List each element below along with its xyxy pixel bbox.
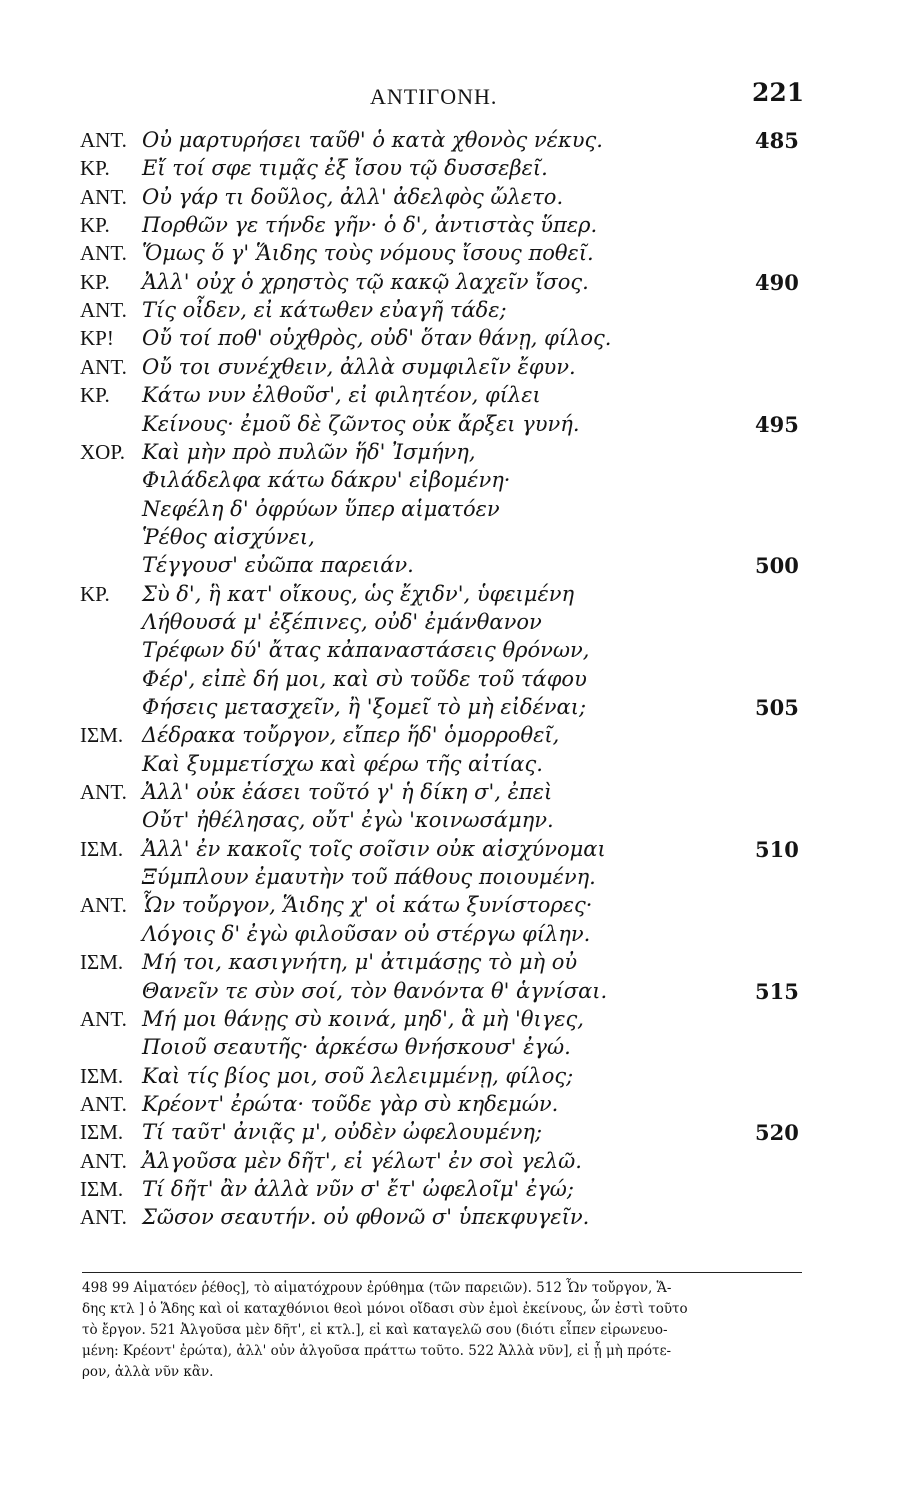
verse-text-line: Οὐ μαρτυρήσει ταῦθ' ὁ κατὰ χθονὸς νέκυς. [142,128,603,152]
speaker-label: ΚΡ. [80,269,110,294]
verse-text-line: Λόγοις δ' ἐγὼ φιλοῦσαν οὐ στέργω φίλην. [142,921,591,946]
verse-text-line: Ὧν τοὔργον, Ἅιδης χ' οἱ κάτω ξυνίστορες· [142,893,593,918]
verse-line [0,1205,901,1238]
verse-text-line: Καὶ μὴν πρὸ πυλῶν ἥδ' Ἰσμήνη, [142,439,476,464]
speaker-label: ΧΟΡ. [80,439,125,464]
speaker-label: ΑΝΤ. [80,1091,127,1116]
verse-text-line: Κρέοντ' ἐρώτα· τοῦδε γὰρ σὺ κηδεμών. [142,1091,559,1116]
verse-text-line: Ἀλλ' οὐχ ὁ χρηστὸς τῷ κακῷ λαχεῖν ἴσος. [142,269,589,294]
verse-text-line: Οὐ γάρ τι δοῦλος, ἀλλ' ἀδελφὸς ὤλετο. [142,184,564,209]
verse-text-line: Πορθῶν γε τήνδε γῆν· ὁ δ', ἀντιστὰς ὕπερ. [142,213,598,238]
footnotes [82,1278,808,1383]
footnote-line: μένη: Κρέοντ' ἐρώτα), ἀλλ' οὐν ἀλγοῦσα πράττω τοῦτο. 522 Ἀλλὰ νῦν], εἰ ᾗ μὴ πρότε- [82,1343,672,1359]
speaker-label: ΑΝΤ. [80,354,127,379]
line-number: 490 [755,269,799,295]
speaker-label: ΙΣΜ. [80,836,124,861]
speaker-label: ΙΣΜ. [80,1176,124,1201]
verse-text-line: Ἀλγοῦσα μὲν δῆτ', εἰ γέλωτ' ἐν σοὶ γελῶ. [142,1148,582,1173]
line-number: 515 [755,978,799,1004]
speaker-label: ΙΣΜ. [80,950,124,975]
verse-text-line: Μή τοι, κασιγνήτη, μ' ἀτιμάσῃς τὸ μὴ οὐ [142,950,578,975]
verse-text-line: Τρέφων δύ' ἄτας κἀπαναστάσεις θρόνων, [142,638,590,663]
footnote-divider [82,1272,802,1273]
speaker-label: ΑΝΤ. [80,241,127,266]
verse-text-line: Ἀλλ' οὐκ ἐάσει τοῦτό γ' ἡ δίκη σ', ἐπεὶ [142,780,553,805]
speaker-label: ΑΝΤ. [80,298,127,323]
verse-text-line: Φιλάδελφα κάτω δάκρυ' εἰβομένη· [142,468,511,493]
verse-text-line: Τέγγουσ' εὐῶπα παρειάν. [142,553,414,578]
verse-text-line: Κείνους· ἐμοῦ δὲ ζῶντος οὐκ ἄρξει γυνή. [142,411,580,436]
verse-text-line: Ῥέθος αἰσχύνει, [142,524,315,549]
verse-text-line: Ἀλλ' ἐν κακοῖς τοῖς σοῖσιν οὐκ αἰσχύνομαι [142,836,606,861]
verse-text-line: Ξύμπλουν ἐμαυτὴν τοῦ πάθους ποιουμένη. [142,865,596,890]
running-header-title: ΑΝΤΙΓΟΝΗ. [370,84,498,109]
footnote-line: 498 99 Αἱματόεν ῥέθος], τὸ αἱματόχρουν ἐρύθημα (τῶν παρειῶν). 512 Ὧν τοὔργον, Ἅ- [82,1280,672,1296]
verse-text-line: Σῶσον σεαυτήν. οὐ φθονῶ σ' ὑπεκφυγεῖν. [142,1205,590,1230]
speaker-label: ΚΡ. [80,213,110,238]
speaker-label: ΚΡ. [80,383,110,408]
speaker-label: ΙΣΜ. [80,1120,124,1145]
verse-text-line: Εἴ τοί σφε τιμᾷς ἐξ ἴσου τῷ δυσσεβεῖ. [142,156,548,181]
line-number: 510 [755,836,799,862]
speaker-label: ΑΝΤ. [80,893,127,918]
line-number: 505 [755,695,799,720]
footnote-line: τὸ ἔργον. 521 Ἀλγοῦσα μὲν δῆτ', εἰ κτλ.], εἰ καὶ καταγελῶ σου (διότι εἶπεν εἰρωνευο- [82,1322,668,1338]
footnote-line: ρον, ἀλλὰ νῦν κἂν. [82,1364,214,1380]
verse-text-line: Δέδρακα τοὔργον, εἴπερ ἥδ' ὁμορροθεῖ, [142,723,560,748]
speaker-label: ΑΝΤ. [80,1205,127,1230]
speaker-label: ΑΝΤ. [80,780,127,805]
speaker-label: ΙΣΜ. [80,1063,124,1088]
speaker-label: ΚΡ! [80,326,114,351]
verse-text-line: Σὺ δ', ἣ κατ' οἴκους, ὡς ἔχιδν', ὑφειμένη [142,581,575,606]
line-number: 495 [755,411,799,437]
verse-text-line: Καὶ ξυμμετίσχω καὶ φέρω τῆς αἰτίας. [142,751,543,776]
verse-text-line: Καὶ τίς βίος μοι, σοῦ λελειμμένῃ, φίλος; [142,1063,574,1088]
verse-text-line: Ὅμως ὅ γ' Ἅιδης τοὺς νόμους ἴσους ποθεῖ. [142,241,594,266]
speaker-label: ΑΝΤ. [80,1006,127,1031]
verse-text-line: Λήθουσά μ' ἐξέπινες, οὐδ' ἐμάνθανον [142,609,542,634]
footnote-line: δης κτλ ] ὁ Ἅδης καὶ οἱ καταχθόνιοι θεοὶ μόνοι οἴδασι σὺν ἐμοὶ ἐκείνους, ὧν ἐστὶ τοῦτο [82,1301,688,1317]
speaker-label: ΑΝΤ. [80,1148,127,1173]
verse-text-line: Φήσεις μετασχεῖν, ἢ 'ξομεῖ τὸ μὴ εἰδέναι; [142,695,587,719]
verse-text-line: Κάτω νυν ἐλθοῦσ', εἰ φιλητέον, φίλει [142,383,541,408]
verse-text-line: Οὔ τοί ποθ' οὑχθρὸς, οὐδ' ὅταν θάνῃ, φίλος. [142,326,612,351]
verse-text-line: Φέρ', εἰπὲ δή μοι, καὶ σὺ τοῦδε τοῦ τάφου [142,666,587,691]
speaker-label: ΑΝΤ. [80,184,127,209]
verse-text-line: Τί δῆτ' ἂν ἀλλὰ νῦν σ' ἔτ' ὠφελοῖμ' ἐγώ; [142,1176,574,1201]
verse-text-line: Οὔ τοι συνέχθειν, ἀλλὰ συμφιλεῖν ἔφυν. [142,354,576,379]
line-number: 500 [755,553,799,579]
verse-text-line: Ποιοῦ σεαυτῆς· ἀρκέσω θνήσκουσ' ἐγώ. [142,1035,571,1060]
verse-text-line: Οὔτ' ἠθέλησας, οὔτ' ἐγὼ 'κοινωσάμην. [142,808,554,833]
speaker-label: ΚΡ. [80,156,110,181]
verse-text-line: Νεφέλη δ' ὀφρύων ὕπερ αἱματόεν [142,496,500,521]
verse-text-line: Θανεῖν τε σὺν σοί, τὸν θανόντα θ' ἁγνίσαι. [142,978,608,1003]
verse-text-line: Μή μοι θάνῃς σὺ κοινά, μηδ', ἃ μὴ 'θιγες, [142,1006,584,1031]
line-number: 485 [755,128,799,153]
page-number: 221 [752,78,805,107]
speaker-label: ΑΝΤ. [80,128,127,152]
verse-text-line: Τίς οἶδεν, εἰ κάτωθεν εὐαγῆ τάδε; [142,298,507,323]
verse-text-line: Τί ταῦτ' ἀνιᾷς μ', οὐδὲν ὠφελουμένη; [142,1120,543,1145]
line-number: 520 [755,1120,799,1146]
speaker-label: ΙΣΜ. [80,723,124,748]
speaker-label: ΚΡ. [80,581,110,606]
